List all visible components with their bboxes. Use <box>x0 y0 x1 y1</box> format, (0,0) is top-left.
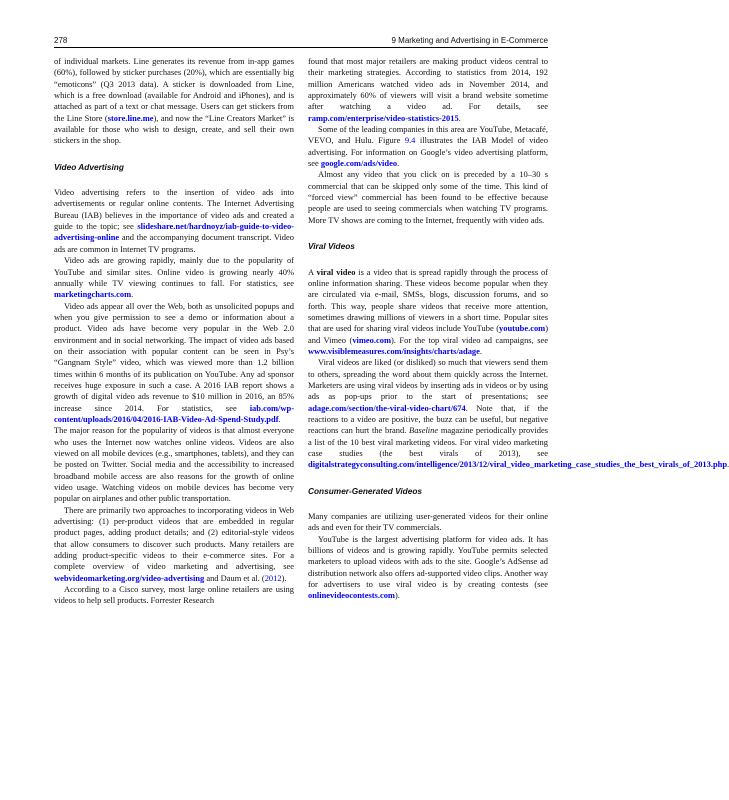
paragraph: YouTube is the largest advertising platform for video ads. It has billions of videos and is growing rapidly. YouTube permits selected marketers to upload videos with ads to the site. Google’s AdSense ad distribution network also offers ad-supported video clips. Another way for advertisers to use viral video is by creating contests (see onlinevideocontests.com). <box>308 533 548 601</box>
citation-link[interactable]: 2012 <box>264 572 282 583</box>
section-heading-consumer-generated-videos: Consumer-Generated Videos <box>308 485 423 496</box>
header-rule <box>54 47 548 48</box>
link-visiblemeasures[interactable]: www.visiblemeasures.com/insights/charts/adage <box>308 345 480 356</box>
paragraph: found that most major retailers are making product videos central to their marketing strategies. According to statistics from 2014, 192 million Americans watched video ads in November 2014, and approximately 60% of viewers will visit a brand website sometime after watching a video ad. For details, see ramp.com/enterprise/video-statistics-2015. <box>308 56 548 123</box>
paragraph: Many companies are utilizing user-generated videos for their online ads and even for their TV commercials. <box>308 511 548 533</box>
link-slideshare[interactable]: slideshare.net/hardnoyz/iab-guide-to-video-advertising-online <box>54 221 294 243</box>
figure-ref-link[interactable]: 9.4 <box>404 135 416 146</box>
link-youtube[interactable]: youtube.com <box>499 323 546 334</box>
link-vimeo[interactable]: vimeo.com <box>352 334 391 345</box>
link-marketingcharts[interactable]: marketingcharts.com <box>54 289 132 300</box>
link-store-line[interactable]: store.line.me <box>107 112 154 123</box>
section-heading-viral-videos: Viral Videos <box>308 241 355 252</box>
paragraph: Video advertising refers to the insertion of video ads into advertisements or regular online contents. The Internet Advertising Bureau (IAB) believes in the importance of video ads and created a guide to the topic; see slideshare.net/hardnoyz/iab-guide-to-video-advertising-online and the accompanying document transcript. Video ads are common in Internet TV programs. <box>54 187 294 254</box>
paragraph: Almost any video that you click on is preceded by a 10–30 s commercial that can be skipped only some of the time. This kind of “forced view” commercial has been found to be effective because people are used to seeing commercials when watching TV programs. More TV shows are coming to the Internet, frequently with video ads. <box>308 169 548 225</box>
paragraph: of individual markets. Line generates its revenue from in-app games (60%), followed by sticker purchases (20%), which are essentially big “emoticons” (Q3 2013 data). A sticker is downloaded from Line, which is a free download (available for Android and iPhones), and is attached as part of a text or chat message. Users can get stickers from the Line Store (store.line.me), and now the “Line Creators Market” is available for those who wish to design, create, and sell their own stickers in the shop. <box>54 56 295 146</box>
paragraph: Viral videos are liked (or disliked) so much that viewers send them to others, spreading the word about them quickly across the Internet. Marketers are using viral videos by inserting ads in videos or by using ads as pop-ups prior to the start of presentations; see adage.com/section/the-viral-video-chart/674. Note that, if the reactions to a video are positive, the buzz can be useful, but negative reactions can hurt the brand. Baseline magazine periodically provides a list of the 10 best viral marketing videos. For viral video marketing case studies (the best virals of 2013), see digitalstrategyconsulting.com/intelligence/2013/12/viral_video_marketing_case_studies_the_best_virals_of_2013.php. <box>308 357 729 470</box>
paragraph: Some of the leading companies in this area are YouTube, Metacafé, VEVO, and Hulu. Figure 9.4 illustrates the IAB Model of video advertising. For information on Google’s video advertising platform, see google.com/ads/video. <box>308 124 548 169</box>
running-head: 9 Marketing and Advertising in E-Commerce <box>391 36 548 45</box>
paragraph: Video ads appear all over the Web, both as unsolicited popups and when you give permission to see a demo or information about a product. Video ads have become very popular in the Web 2.0 environment and in social networking. The impact of video ads based on their association with popular content can be seen in Psy’s “Gangnam Style” video, which was viewed more than 1.2 billion times within 6 months of its publication on YouTube. Any ad sponsor receives huge exposure in such a case. A 2016 IAB report shows a growth of digital video ads revenue to $10 million in 2016, an 85% increase since 2014. For statistics, see iab.com/wp-content/uploads/2016/04/2016-IAB-Video-Ad-Spend-Study.pdf. The major reason for the popularity of videos is that almost everyone who uses the Internet now watches online videos. Videos are also viewed on all mobile devices (e.g., smartphones, tablets), and they can be posted on Twitter. Social media and the accessibility to increased broadband mobile access are also reasons for the growth of online video usage. Watching videos on mobile devices has become very popular on airplanes and other public transportation. <box>54 300 294 504</box>
paragraph: A viral video is a video that is spread rapidly through the process of online information sharing. These videos become popular when they are circulated via e-mail, SMSs, blogs, discussion forums, and so forth. This way, people share videos that receive more attention, sometimes drawing millions of viewers in a short time. Popular sites that are used for sharing viral videos include YouTube (youtube.com) and Vimeo (vimeo.com). For the top viral video ad campaigns, see www.visiblemeasures.com/insights/charts/adage. <box>308 266 548 356</box>
paragraph: According to a Cisco survey, most large online retailers are using videos to help sell products. Forrester Research <box>54 584 294 606</box>
link-onlinevideocontests[interactable]: onlinevideocontests.com <box>308 590 395 601</box>
link-iab-report[interactable]: iab.com/wp-content/uploads/2016/04/2016-IAB-Video-Ad-Spend-Study.pdf <box>54 402 294 424</box>
term-viral-video: viral video <box>316 266 356 277</box>
section-heading-video-advertising: Video Advertising <box>54 161 124 172</box>
link-google-ads-video[interactable]: google.com/ads/video <box>320 158 398 169</box>
link-webvideomarketing[interactable]: webvideomarketing.org/video-advertising <box>54 572 205 583</box>
paragraph: Video ads are growing rapidly, mainly due to the popularity of YouTube and similar sites. Online video is growing nearly 40% annually while TV viewing continues to fall. For statistics, see marketingcharts.com. <box>54 255 294 300</box>
link-digitalstrategyconsulting[interactable]: digitalstrategyconsulting.com/intelligence/2013/12/viral_video_marketing_case_studies_the_best_virals_of_2013.php <box>308 459 728 470</box>
page-number: 278 <box>54 36 68 45</box>
link-adage[interactable]: adage.com/section/the-viral-video-chart/674 <box>308 402 466 413</box>
link-ramp[interactable]: ramp.com/enterprise/video-statistics-2015 <box>308 112 459 123</box>
magazine-title: Baseline <box>409 425 439 436</box>
left-column <box>54 56 294 607</box>
paragraph: There are primarily two approaches to incorporating videos in Web advertising: (1) per-product videos that are embedded in regular product pages, adding product details; and (2) editorial-style videos that allow consumers to discover such products. Many retailers are adding product-specific videos to their e-commerce sites. For a complete overview of video marketing and advertising, see webvideomarketing.org/video-advertising and Daum et al. (2012). <box>54 504 294 583</box>
right-column <box>308 56 729 602</box>
